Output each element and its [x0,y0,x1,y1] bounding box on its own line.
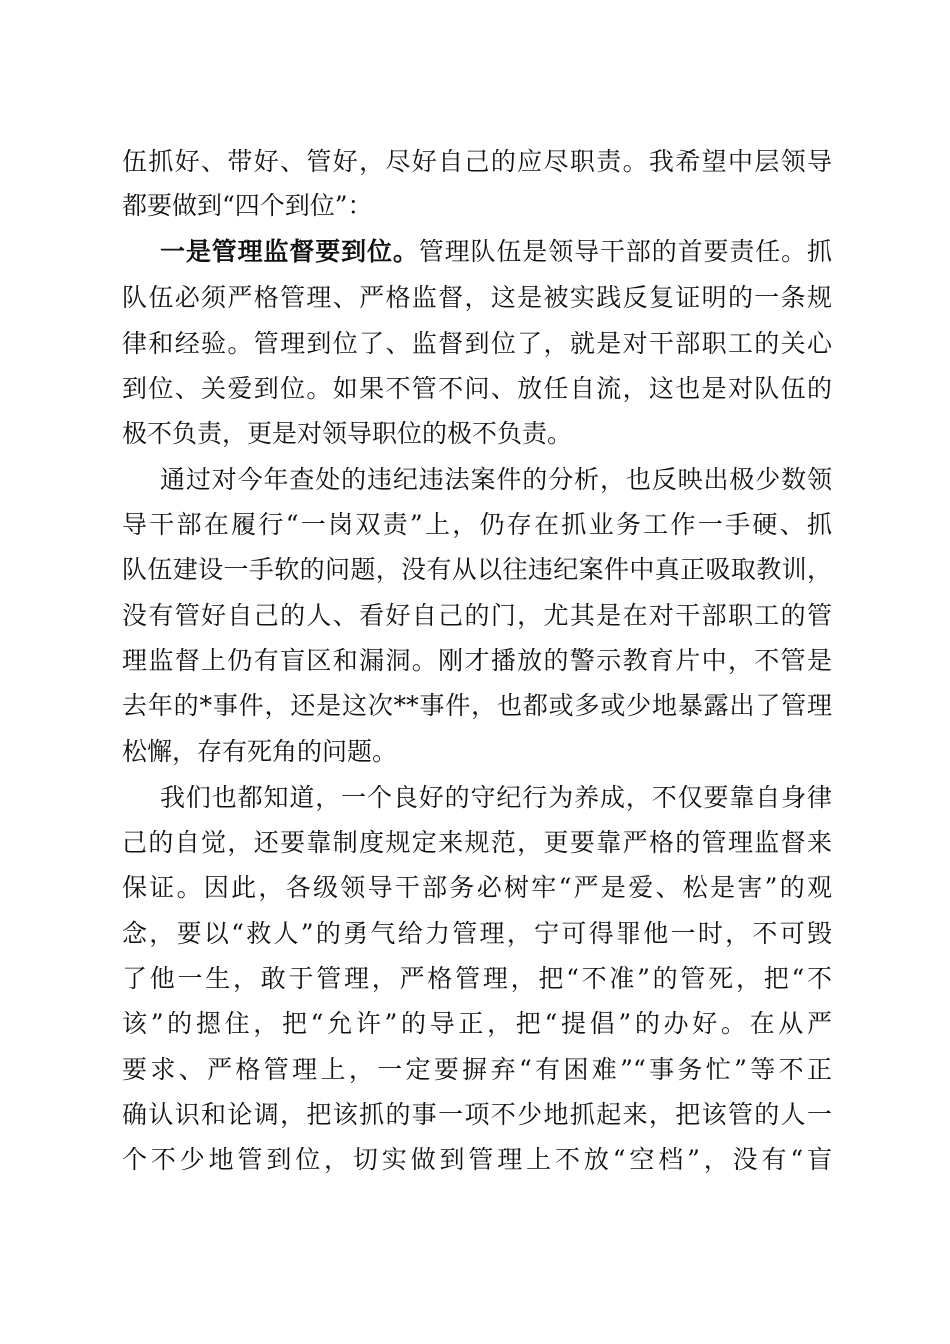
paragraph-line: 队伍必须严格管理、严格监督，这是被实践反复证明的一条规 [122,283,832,312]
paragraph-line: 确认识和论调，把该抓的事一项不少地抓起来，把该管的人一 [122,1100,832,1129]
paragraph-line: 去年的*事件，还是这次**事件，也都或多或少地暴露出了管理 [122,691,832,720]
paragraph-line: 导干部在履行“一岗双责”上，仍存在抓业务工作一手硬、抓 [122,510,832,539]
paragraph-line: 松懈，存有死角的问题。 [122,737,398,766]
paragraph-line: 极不负责，更是对领导职位的极不负责。 [122,419,573,448]
paragraph-line: 要求、严格管理上，一定要摒弃“有困难”“事务忙”等不正 [122,1055,832,1084]
paragraph-line: 队伍建设一手软的问题，没有从以往违纪案件中真正吸取教训， [122,555,832,584]
section-lead-text: 管理队伍是领导干部的首要责任。抓 [418,237,832,266]
paragraph-line: 理监督上仍有盲区和漏洞。刚才播放的警示教育片中，不管是 [122,646,832,675]
paragraph-line: 都要做到“四个到位”： [122,191,373,220]
section-lead-line [160,232,832,272]
paragraph-line: 念，要以“救人”的勇气给力管理，宁可得罪他一时，不可毁 [122,919,832,948]
paragraph-line: 到位、关爱到位。如果不管不问、放任自流，这也是对队伍的 [122,374,832,403]
paragraph-line: 己的自觉，还要靠制度规定来规范，更要靠严格的管理监督来 [122,828,832,857]
paragraph-line: 保证。因此，各级领导干部务必树牢“严是爱、松是害”的观 [122,873,832,902]
paragraph-line: 个不少地管到位，切实做到管理上不放“空档”，没有“盲 [122,1145,832,1174]
section-heading: 一是管理监督要到位。 [160,237,419,266]
paragraph-line: 通过对今年查处的违纪违法案件的分析，也反映出极少数领 [160,465,832,494]
paragraph-line: 我们也都知道，一个良好的守纪行为养成，不仅要靠自身律 [160,783,832,812]
paragraph-line: 了他一生，敢于管理，严格管理，把“不准”的管死，把“不 [122,964,832,993]
paragraph-line: 伍抓好、带好、管好，尽好自己的应尽职责。我希望中层领导 [122,147,832,176]
paragraph-line: 该”的摁住，把“允许”的导正，把“提倡”的办好。在从严 [122,1009,832,1038]
paragraph-line: 律和经验。管理到位了、监督到位了，就是对干部职工的关心 [122,329,832,358]
paragraph-line: 没有管好自己的人、看好自己的门，尤其是在对干部职工的管 [122,601,832,630]
